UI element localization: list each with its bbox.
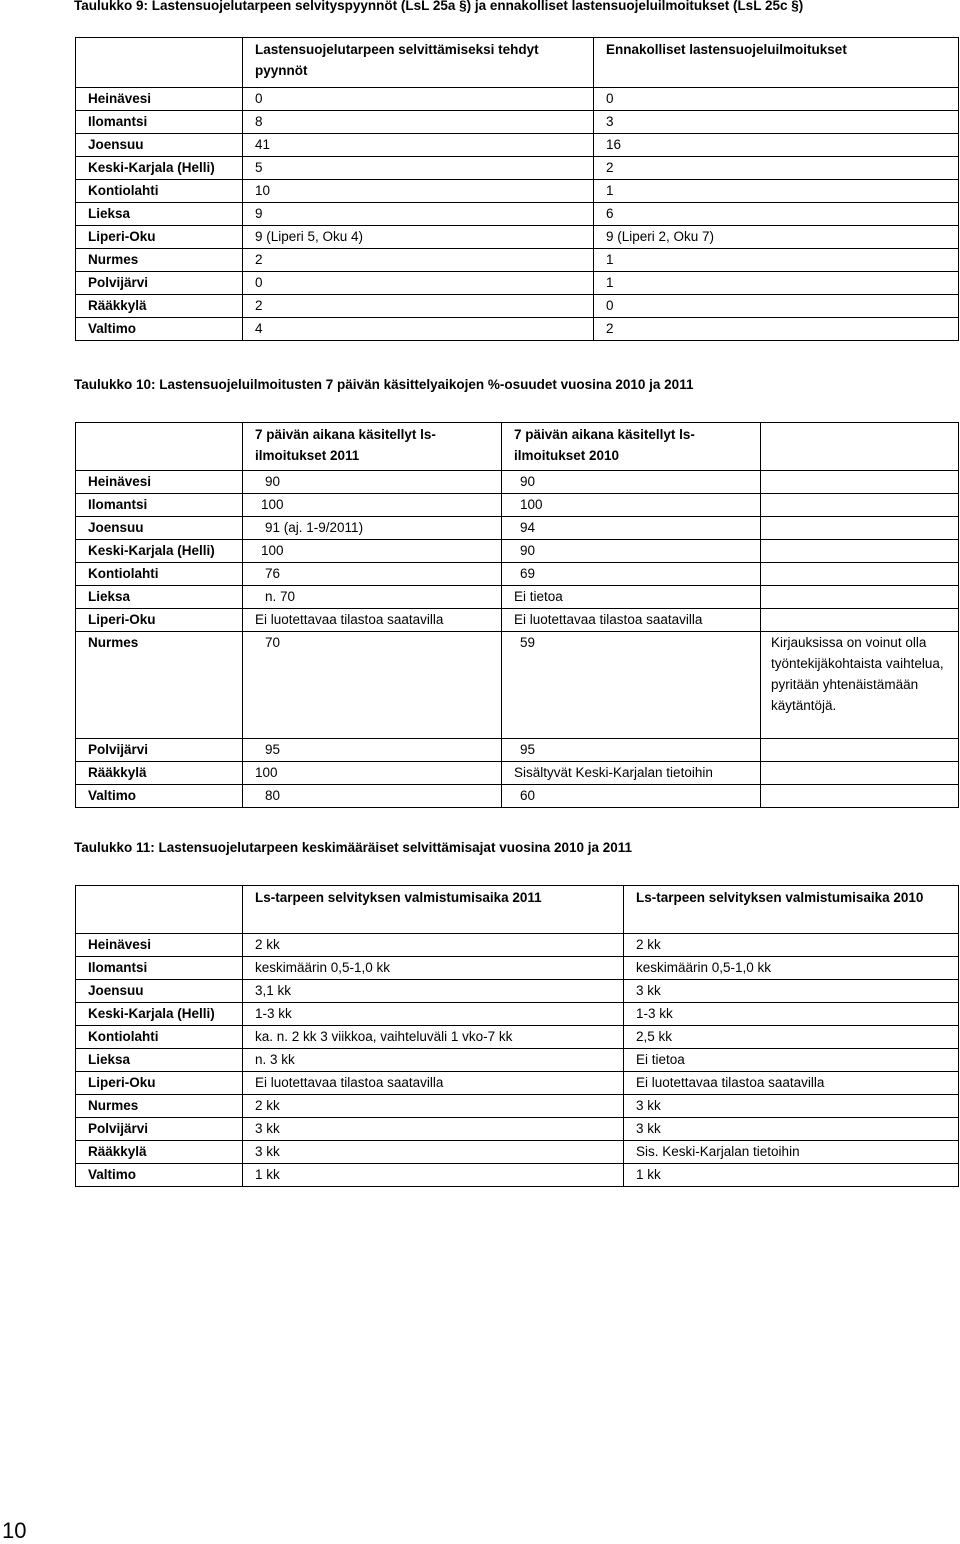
column-header: Ls-tarpeen selvityksen valmistumisaika 2010	[624, 886, 959, 934]
table-9	[75, 37, 959, 341]
table-cell	[761, 586, 959, 609]
table-row	[76, 980, 959, 1003]
table-row	[76, 1164, 959, 1187]
row-label: Nurmes	[76, 249, 243, 272]
column-header: 7 päivän aikana käsitellyt ls-ilmoitukset 2010	[502, 423, 761, 471]
table-cell: 2,5 kk	[624, 1026, 959, 1049]
row-label: Rääkkylä	[76, 762, 243, 785]
table-cell: 60	[502, 785, 761, 808]
table-row	[76, 609, 959, 632]
row-label: Nurmes	[76, 632, 243, 739]
table-cell: 3 kk	[243, 1118, 624, 1141]
table-cell: Ei tietoa	[502, 586, 761, 609]
table-cell: 2 kk	[624, 934, 959, 957]
table-row	[76, 1095, 959, 1118]
table-cell: 2	[594, 318, 959, 341]
table-cell: 1-3 kk	[243, 1003, 624, 1026]
table-cell: 41	[243, 134, 594, 157]
row-label: Lieksa	[76, 203, 243, 226]
table-cell: Ei luotettavaa tilastoa saatavilla	[243, 1072, 624, 1095]
table-row	[76, 1141, 959, 1164]
table-row	[76, 203, 959, 226]
table-cell: n. 3 kk	[243, 1049, 624, 1072]
table-cell: 90	[502, 471, 761, 494]
table-cell: 1	[594, 272, 959, 295]
column-header	[76, 886, 243, 934]
row-label: Kontiolahti	[76, 563, 243, 586]
table-cell: 90	[243, 471, 502, 494]
table-cell: 90	[502, 540, 761, 563]
table-cell: 3	[594, 111, 959, 134]
row-label: Joensuu	[76, 517, 243, 540]
table-11	[75, 885, 959, 1187]
table-row	[76, 1049, 959, 1072]
table-row	[76, 88, 959, 111]
table-cell	[761, 609, 959, 632]
table-cell: 95	[502, 739, 761, 762]
table-11-caption: Taulukko 11: Lastensuojelutarpeen keskimääräiset selvittämisajat vuosina 2010 ja 2011	[74, 840, 633, 855]
column-header: Ls-tarpeen selvityksen valmistumisaika 2011	[243, 886, 624, 934]
table-cell: 2 kk	[243, 934, 624, 957]
table-row	[76, 586, 959, 609]
table-cell: 2	[243, 249, 594, 272]
table-cell: 5	[243, 157, 594, 180]
table-cell: 1 kk	[624, 1164, 959, 1187]
row-label: Heinävesi	[76, 934, 243, 957]
page-number: 10	[2, 1518, 27, 1543]
table-row	[76, 180, 959, 203]
row-label: Kontiolahti	[76, 180, 243, 203]
table-cell: 6	[594, 203, 959, 226]
row-label: Lieksa	[76, 586, 243, 609]
table-9-caption: Taulukko 9: Lastensuojelutarpeen selvityspyynnöt (LsL 25a §) ja ennakolliset lastensuojeluilmoitukset (LsL 25c §)	[74, 0, 804, 13]
row-label: Heinävesi	[76, 88, 243, 111]
row-label: Liperi-Oku	[76, 1072, 243, 1095]
row-label: Polvijärvi	[76, 272, 243, 295]
table-cell: 0	[594, 88, 959, 111]
table-cell: 3 kk	[624, 1118, 959, 1141]
row-label: Polvijärvi	[76, 1118, 243, 1141]
row-label: Liperi-Oku	[76, 609, 243, 632]
table-cell	[761, 517, 959, 540]
table-cell: 59	[502, 632, 761, 739]
table-row	[76, 517, 959, 540]
table-cell: 1	[594, 249, 959, 272]
table-cell: 69	[502, 563, 761, 586]
table-cell: 9	[243, 203, 594, 226]
table-cell: 94	[502, 517, 761, 540]
table-cell: 76	[243, 563, 502, 586]
table-cell: 0	[243, 88, 594, 111]
table-cell: 2	[594, 157, 959, 180]
table-cell: 10	[243, 180, 594, 203]
table-cell: Sis. Keski-Karjalan tietoihin	[624, 1141, 959, 1164]
table-cell: 3 kk	[243, 1141, 624, 1164]
table-cell: 16	[594, 134, 959, 157]
table-row	[76, 157, 959, 180]
table-cell: Kirjauksissa on voinut olla työntekijäkohtaista vaihtelua, pyritään yhtenäistämään käytäntöjä.	[761, 632, 959, 739]
table-cell: 0	[594, 295, 959, 318]
table-header-row	[76, 38, 959, 88]
row-label: Liperi-Oku	[76, 226, 243, 249]
table-cell: keskimäärin 0,5-1,0 kk	[243, 957, 624, 980]
column-header	[761, 423, 959, 471]
table-row	[76, 739, 959, 762]
table-row	[76, 471, 959, 494]
column-header	[76, 38, 243, 88]
table-row	[76, 318, 959, 341]
table-row	[76, 785, 959, 808]
table-cell: n. 70	[243, 586, 502, 609]
table-cell	[761, 762, 959, 785]
row-label: Rääkkylä	[76, 295, 243, 318]
table-cell: Sisältyvät Keski-Karjalan tietoihin	[502, 762, 761, 785]
table-row	[76, 272, 959, 295]
table-row	[76, 1118, 959, 1141]
row-label: Joensuu	[76, 134, 243, 157]
table-row	[76, 540, 959, 563]
row-label: Valtimo	[76, 1164, 243, 1187]
table-cell: 91 (aj. 1-9/2011)	[243, 517, 502, 540]
table-cell: 2	[243, 295, 594, 318]
table-row	[76, 111, 959, 134]
column-header: Lastensuojelutarpeen selvittämiseksi tehdyt pyynnöt	[243, 38, 594, 88]
table-cell	[761, 494, 959, 517]
table-cell: 3,1 kk	[243, 980, 624, 1003]
table-row	[76, 1003, 959, 1026]
table-cell: 3 kk	[624, 980, 959, 1003]
table-cell: 100	[243, 762, 502, 785]
row-label: Ilomantsi	[76, 111, 243, 134]
row-label: Polvijärvi	[76, 739, 243, 762]
table-header-row	[76, 886, 959, 934]
table-row	[76, 295, 959, 318]
table-cell: ka. n. 2 kk 3 viikkoa, vaihteluväli 1 vko-7 kk	[243, 1026, 624, 1049]
table-cell: 1-3 kk	[624, 1003, 959, 1026]
row-label: Keski-Karjala (Helli)	[76, 540, 243, 563]
table-cell	[761, 563, 959, 586]
table-cell: 100	[243, 540, 502, 563]
row-label: Valtimo	[76, 318, 243, 341]
table-cell: 1	[594, 180, 959, 203]
column-header: 7 päivän aikana käsitellyt ls-ilmoitukset 2011	[243, 423, 502, 471]
table-10	[75, 422, 959, 808]
table-cell: 9 (Liperi 2, Oku 7)	[594, 226, 959, 249]
table-row	[76, 563, 959, 586]
table-cell: 95	[243, 739, 502, 762]
column-header	[76, 423, 243, 471]
table-10-caption: Taulukko 10: Lastensuojeluilmoitusten 7 päivän käsittelyaikojen %-osuudet vuosina 2010 ja 2011	[74, 377, 694, 392]
table-cell	[761, 739, 959, 762]
row-label: Nurmes	[76, 1095, 243, 1118]
table-cell: 2 kk	[243, 1095, 624, 1118]
table-cell: Ei tietoa	[624, 1049, 959, 1072]
table-row	[76, 632, 959, 739]
table-cell: 0	[243, 272, 594, 295]
table-header-row	[76, 423, 959, 471]
row-label: Rääkkylä	[76, 1141, 243, 1164]
table-cell: 4	[243, 318, 594, 341]
table-cell: Ei luotettavaa tilastoa saatavilla	[624, 1072, 959, 1095]
table-cell: 9 (Liperi 5, Oku 4)	[243, 226, 594, 249]
column-header: Ennakolliset lastensuojeluilmoitukset	[594, 38, 959, 88]
table-row	[76, 249, 959, 272]
row-label: Ilomantsi	[76, 957, 243, 980]
row-label: Heinävesi	[76, 471, 243, 494]
table-row	[76, 934, 959, 957]
table-cell	[761, 540, 959, 563]
table-cell: 3 kk	[624, 1095, 959, 1118]
row-label: Keski-Karjala (Helli)	[76, 157, 243, 180]
table-cell: 100	[502, 494, 761, 517]
row-label: Ilomantsi	[76, 494, 243, 517]
table-cell: 70	[243, 632, 502, 739]
table-cell: 80	[243, 785, 502, 808]
table-row	[76, 1072, 959, 1095]
row-label: Lieksa	[76, 1049, 243, 1072]
table-row	[76, 226, 959, 249]
table-cell: Ei luotettavaa tilastoa saatavilla	[502, 609, 761, 632]
table-cell	[761, 471, 959, 494]
row-label: Kontiolahti	[76, 1026, 243, 1049]
table-cell: 1 kk	[243, 1164, 624, 1187]
table-row	[76, 494, 959, 517]
table-cell	[761, 785, 959, 808]
row-label: Keski-Karjala (Helli)	[76, 1003, 243, 1026]
table-row	[76, 1026, 959, 1049]
table-cell: keskimäärin 0,5-1,0 kk	[624, 957, 959, 980]
row-label: Joensuu	[76, 980, 243, 1003]
table-row	[76, 762, 959, 785]
table-cell: 100	[243, 494, 502, 517]
table-cell: 8	[243, 111, 594, 134]
table-cell: Ei luotettavaa tilastoa saatavilla	[243, 609, 502, 632]
table-row	[76, 957, 959, 980]
row-label: Valtimo	[76, 785, 243, 808]
table-row	[76, 134, 959, 157]
